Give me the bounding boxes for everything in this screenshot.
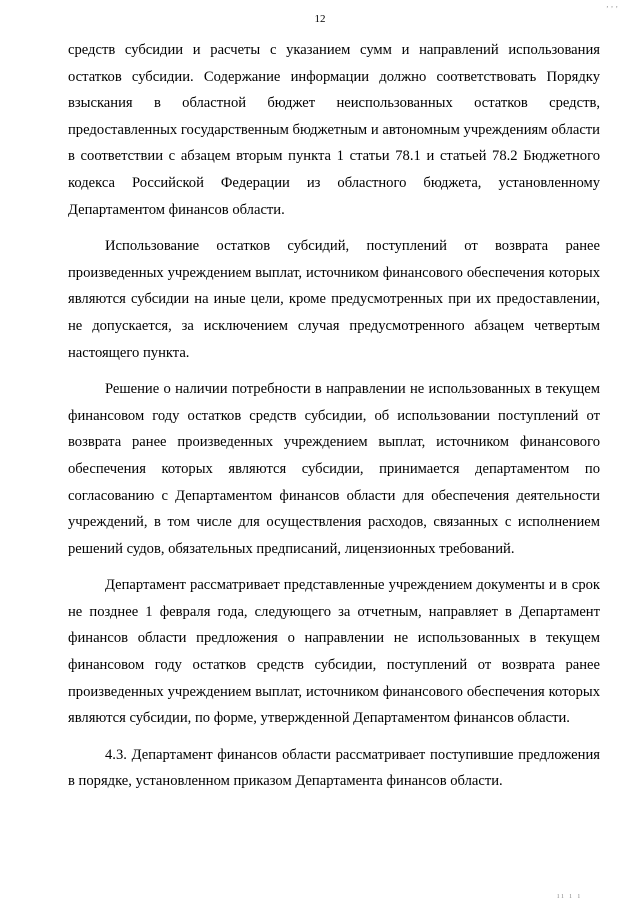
paragraph: Решение о наличии потребности в направлении не использованных в текущем финансовом году остатков средств субсидии, об использовании поступлений от возврата ранее произведенных учреждением выплат, источником финансового обеспечения которых являются субсидии, принимается департаментом по согласованию с Департаментом финансов области для обеспечения деятельности учреждений, в том числе для осуществления расходов, связанных с исполнением решений судов, обязательных предписаний, лицензионных требований. (68, 381, 600, 557)
body-text (68, 37, 600, 805)
paragraph: Использование остатков субсидий, поступлений от возврата ранее произведенных учреждением выплат, источником финансового обеспечения которых являются субсидии на иные цели, кроме предусмотренных при их предоставлении, не допускается, за исключением случая предусмотренного абзацем четвертым настоящего пункта. (68, 238, 600, 361)
paragraph: средств субсидии и расчеты с указанием сумм и направлений использования остатков субсидии. Содержание информации должно соответствовать Порядку взыскания в областной бюджет неиспользованных остатков средств, предоставленных государственным бюджетным и автономным учреждениям области в соответствии с абзацем вторым пункта 1 статьи 78.1 и статьей 78.2 Бюджетного кодекса Российской Федерации из областного бюджета, установленному Департаментом финансов области. (68, 42, 600, 218)
page-number: 12 (314, 13, 326, 25)
paragraph: 4.3. Департамент финансов области рассматривает поступившие предложения в порядке, установленном приказом Департамента финансов области. (68, 746, 600, 790)
scan-mark-top: ‚ ‚ ‚ (606, 0, 618, 9)
paragraph: Департамент рассматривает представленные учреждением документы и в срок не позднее 1 февраля года, следующего за отчетным, направляет в Департамент финансов области предложения о направлении не использованных в текущем финансовом году остатков средств субсидии, поступлений от возврата ранее произведенных учреждением выплат, источником финансового обеспечения которых являются субсидии, по форме, утвержденной Департаментом финансов области. (68, 577, 600, 727)
scan-mark-bottom: ıı ı ı (557, 891, 582, 900)
